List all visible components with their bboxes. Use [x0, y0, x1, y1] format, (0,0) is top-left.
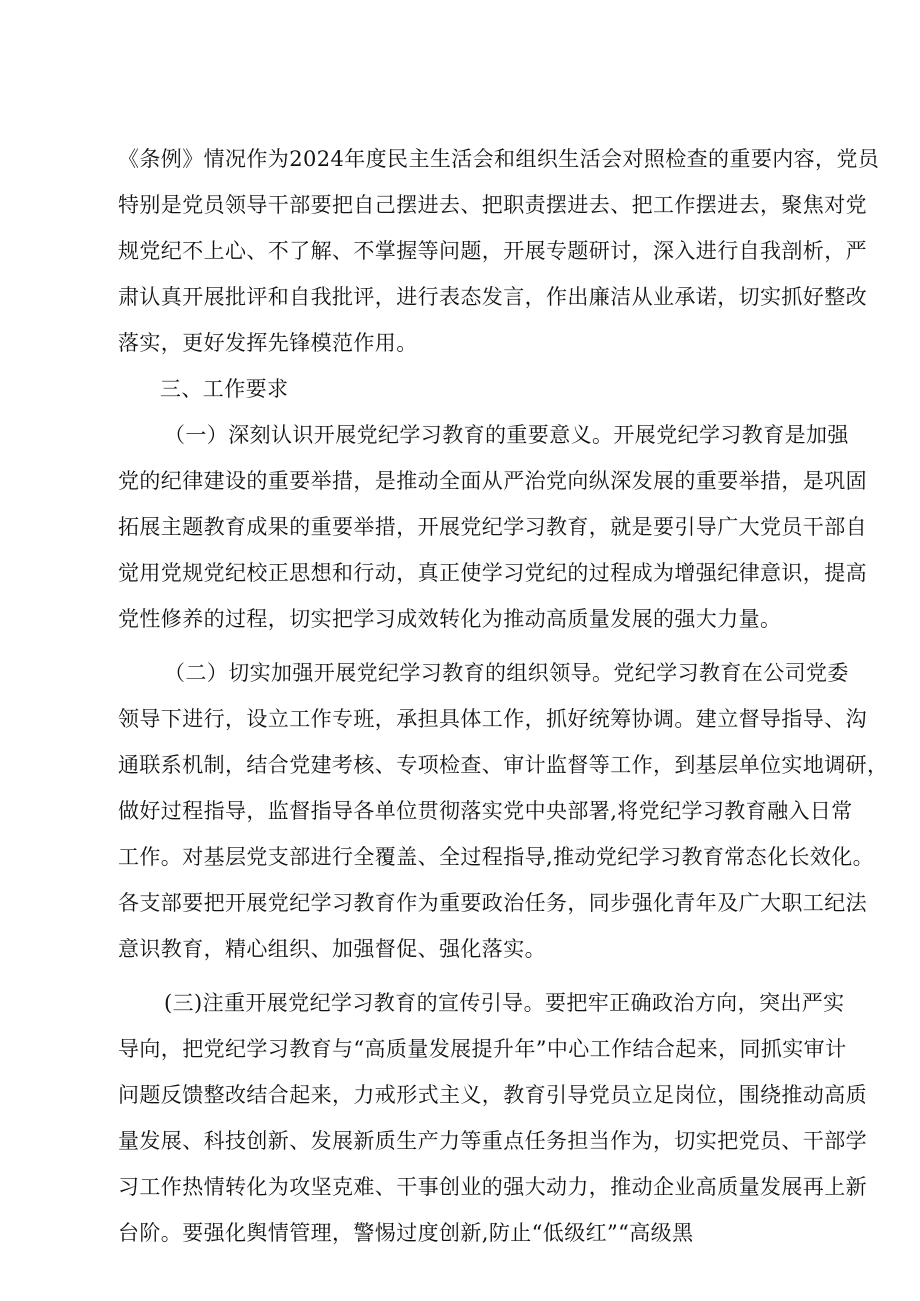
text-line: 习工作热情转化为攻坚克难、干事创业的强大动力，推动企业高质量发展再上新 [118, 1175, 867, 1199]
text-line: 落实，更好发挥先锋模范作用。 [118, 331, 418, 355]
document-body [118, 136, 889, 1256]
text-line: 量发展、科技创新、发展新质生产力等重点任务担当作为，切实把党员、干部学 [118, 1129, 867, 1153]
text-line: 导向，把党纪学习教育与“高质量发展提升年”中心工作结合起来，同抓实审计 [118, 1037, 847, 1061]
paragraph-item-3 [118, 980, 867, 1256]
text-line: 觉用党规党纪校正思想和行动，真正使学习党纪的过程成为增强纪律意识，提高 [118, 561, 867, 585]
text-line: 通联系机制，结合党建考核、专项检查、审计监督等工作，到基层单位实地调研， [118, 753, 889, 777]
text-line: 特别是党员领导干部要把自己摆进去、把职责摆进去、把工作摆进去，聚焦对党 [118, 193, 867, 217]
text-line: 党的纪律建设的重要举措，是推动全面从严治党向纵深发展的重要举措，是巩固 [118, 469, 867, 493]
text-line: （一）深刻认识开展党纪学习教育的重要意义。开展党纪学习教育是加强 [164, 423, 849, 447]
text-line: 《条例》情况作为2024年度民主生活会和组织生活会对照检查的重要内容，党员 [118, 147, 880, 171]
paragraph-continuation [118, 136, 880, 366]
text-line: 规党纪不上心、不了解、不掌握等问题，开展专题研讨，深入进行自我剖析，严 [118, 239, 867, 263]
text-line: 问题反馈整改结合起来，力戒形式主义，教育引导党员立足岗位，围绕推动高质 [118, 1083, 867, 1107]
text-line: 意识教育，精心组织、加强督促、强化落实。 [118, 937, 546, 961]
text-line: 工作。对基层党支部进行全覆盖、全过程指导,推动党纪学习教育常态化长效化。 [118, 845, 875, 869]
section-heading [118, 366, 808, 412]
text-line: 各支部要把开展党纪学习教育作为重要政治任务，同步强化青年及广大职工纪法 [118, 891, 867, 915]
text-line: (三)注重开展党纪学习教育的宣传引导。要把牢正确政治方向，突出严实 [164, 991, 845, 1015]
text-line: 做好过程指导，监督指导各单位贯彻落实党中央部署,将党纪学习教育融入日常 [118, 799, 853, 823]
paragraph-gap [118, 642, 808, 650]
text-line: 党性修养的过程，切实把学习成效转化为推动高质量发展的强大力量。 [118, 607, 782, 631]
text-line: 拓展主题教育成果的重要举措，开展党纪学习教育，就是要引导广大党员干部自 [118, 515, 867, 539]
text-line: （二）切实加强开展党纪学习教育的组织领导。党纪学习教育在公司党委 [164, 661, 849, 685]
paragraph-item-1 [118, 412, 867, 642]
paragraph-gap [118, 972, 808, 980]
text-line: 肃认真开展批评和自我批评，进行表态发言，作出廉洁从业承诺，切实抓好整改 [118, 285, 867, 309]
paragraph-item-2 [118, 650, 889, 972]
section-heading-text: 三、工作要求 [160, 377, 289, 401]
text-line: 台阶。要强化舆情管理，警惕过度创新,防止“低级红”“高级黑 [118, 1221, 694, 1245]
text-line: 领导下进行，设立工作专班，承担具体工作，抓好统筹协调。建立督导指导、沟 [118, 707, 867, 731]
